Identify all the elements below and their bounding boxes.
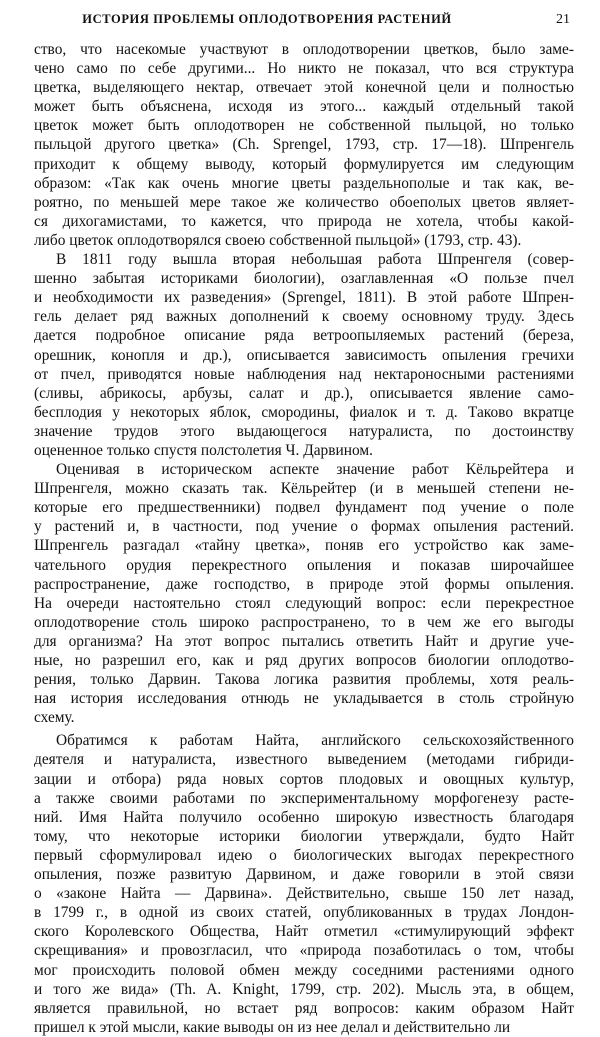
text-line: тому, что некоторые историки биологии утверждали, будто Найт (34, 827, 574, 845)
text-line: является правильной, но встает ряд вопросов: каким образом Найт (34, 999, 574, 1017)
text-line: схему. (34, 709, 75, 727)
text-line: цветка, выделяющего нектар, отвечает этой конечной цели и полностью (34, 79, 574, 97)
text-line: а также своими работами по экспериментальному морфогенезу расте- (34, 789, 574, 807)
text-line: пыльцой другого цветка» (Ch. Sprengel, 1793, стр. 17—18). Шпренгель (34, 136, 574, 154)
text-line: и того же вида» (Th. A. Knight, 1799, стр. 202). Мысль эта, в общем, (34, 980, 574, 998)
page-header (24, 12, 570, 36)
text-line: гель делает ряд важных дополнений к своему основному труду. Здесь (34, 308, 574, 326)
text-line: оплодотворение столь широко распространено, то в чем же его выгоды (34, 613, 574, 631)
text-line: от пчел, приводятся новые наблюдения над нектароносными растениями (34, 365, 574, 383)
text-line: которые его предшественники) подвел фундамент под учение о поле (34, 499, 574, 517)
text-line: в 1799 г., в одной из своих статей, опубликованных в трудах Лондон- (34, 904, 574, 922)
text-line: шенно забытая историками биологии), озаглавленная «О пользе пчел (34, 270, 574, 288)
text-line: рения, только Дарвин. Такова логика развития проблемы, хотя реаль- (34, 671, 574, 689)
text-line: оцененное только спустя полстолетия Ч. Дарвином. (34, 441, 373, 459)
text-line: у растений и, в частности, под учение о формах опыления растений. (34, 518, 574, 536)
text-line: Оценивая в историческом аспекте значение работ Кёльрейтера и (56, 461, 574, 479)
text-line: ний. Имя Найта получило особенно широкую известность благодаря (34, 808, 574, 826)
text-line: приходит к общему выводу, который формулируется им следующим (34, 155, 574, 173)
paragraph (34, 460, 574, 727)
page-number: 21 (556, 12, 570, 27)
text-line: На очереди настоятельно стоял следующий вопрос: если перекрестное (34, 594, 574, 612)
text-line: и необходимости их разведения» (Sprengel, 1811). В этой работе Шпрен- (34, 289, 574, 307)
text-line: о «законе Найта — Дарвина». Действительно, свыше 150 лет назад, (34, 885, 574, 903)
body-text (34, 40, 574, 1037)
text-line: Шпренгель разгадал «тайну цветка», поняв его устройство как заме- (34, 537, 574, 555)
text-line: пришел к этой мысли, какие выводы он из нее делал и действительно ли (34, 1018, 511, 1036)
text-line: чательного орудия перекрестного опыления и показав широчайшее (34, 556, 574, 574)
text-line: дается подробное описание ряда ветроопыляемых растений (береза, (34, 327, 574, 345)
text-line: орешник, конопля и др.), описывается зависимость опыления гречихи (34, 346, 574, 364)
running-title: ИСТОРИЯ ПРОБЛЕМЫ ОПЛОДОТВОРЕНИЯ РАСТЕНИЙ (82, 12, 452, 26)
text-line: ная история исследования отнюдь не укладывается в столь стройную (34, 690, 574, 708)
text-line: деятеля и натуралиста, известного выведением (методами гибриди- (34, 751, 574, 769)
text-line: роятно, по меньшей мере такое же количество обоеполых цветов являет- (34, 193, 574, 211)
text-line: первый сформулировал идею о биологических выгодах перекрестного (34, 846, 574, 864)
text-line: цветок может быть оплодотворен не собственной пыльцой, но только (34, 117, 574, 135)
text-line: (сливы, абрикосы, арбузы, салат и др.), описывается явление само- (34, 384, 574, 402)
text-line: Обратимся к работам Найта, английского сельскохозяйственного (56, 732, 574, 750)
text-line: бесплодия у некоторых яблок, смородины, фиалок и т. д. Таково вкратце (34, 403, 574, 421)
text-line: зации и отбора) ряда новых сортов плодовых и овощных культур, (34, 770, 574, 788)
text-line: может быть объяснена, исходя из этого... каждый отдельный такой (34, 98, 574, 116)
text-line: ные, но разрешил его, как и ряд других вопросов биологии оплодотво- (34, 652, 574, 669)
text-line: для организма? На этот вопрос пытались ответить Найт и другие уче- (34, 632, 574, 650)
text-line: мог происходить половой обмен между соседними растениями одного (34, 961, 574, 979)
paragraph (34, 40, 574, 250)
text-line: скрещивания» и провозгласил, что «природа позаботилась о том, чтобы (34, 942, 574, 960)
text-line: опыления, позже развитую Дарвином, и даже говорили в этой связи (34, 866, 574, 884)
text-line: значение трудов этого выдающегося натуралиста, по достоинству (34, 422, 574, 440)
text-line: ство, что насекомые участвуют в оплодотворении цветков, было заме- (34, 41, 574, 58)
text-line: ся дихогамистами, то кажется, что природа не хотела, чтобы какой- (34, 212, 574, 230)
paragraph (34, 731, 574, 1037)
paragraph (34, 250, 574, 460)
text-line: образом: «Так как очень многие цветы раздельнополые и так как, ве- (34, 174, 574, 192)
text-line: ского Королевского Общества, Найт отметил «стимулирующий эффект (34, 923, 574, 941)
text-line: либо цветок оплодотворялся своею собственной пыльцой» (1793, стр. 43). (34, 231, 522, 249)
text-line: В 1811 году вышла вторая небольшая работа Шпренгеля (совер- (56, 251, 574, 269)
text-line: Шпренгеля, можно сказать так. Кёльрейтер (и в меньшей степени не- (34, 480, 574, 498)
text-line: чено само по себе другими... Но никто не показал, что вся структура (34, 60, 574, 78)
text-line: распространение, даже господство, в природе этой формы опыления. (34, 575, 574, 593)
